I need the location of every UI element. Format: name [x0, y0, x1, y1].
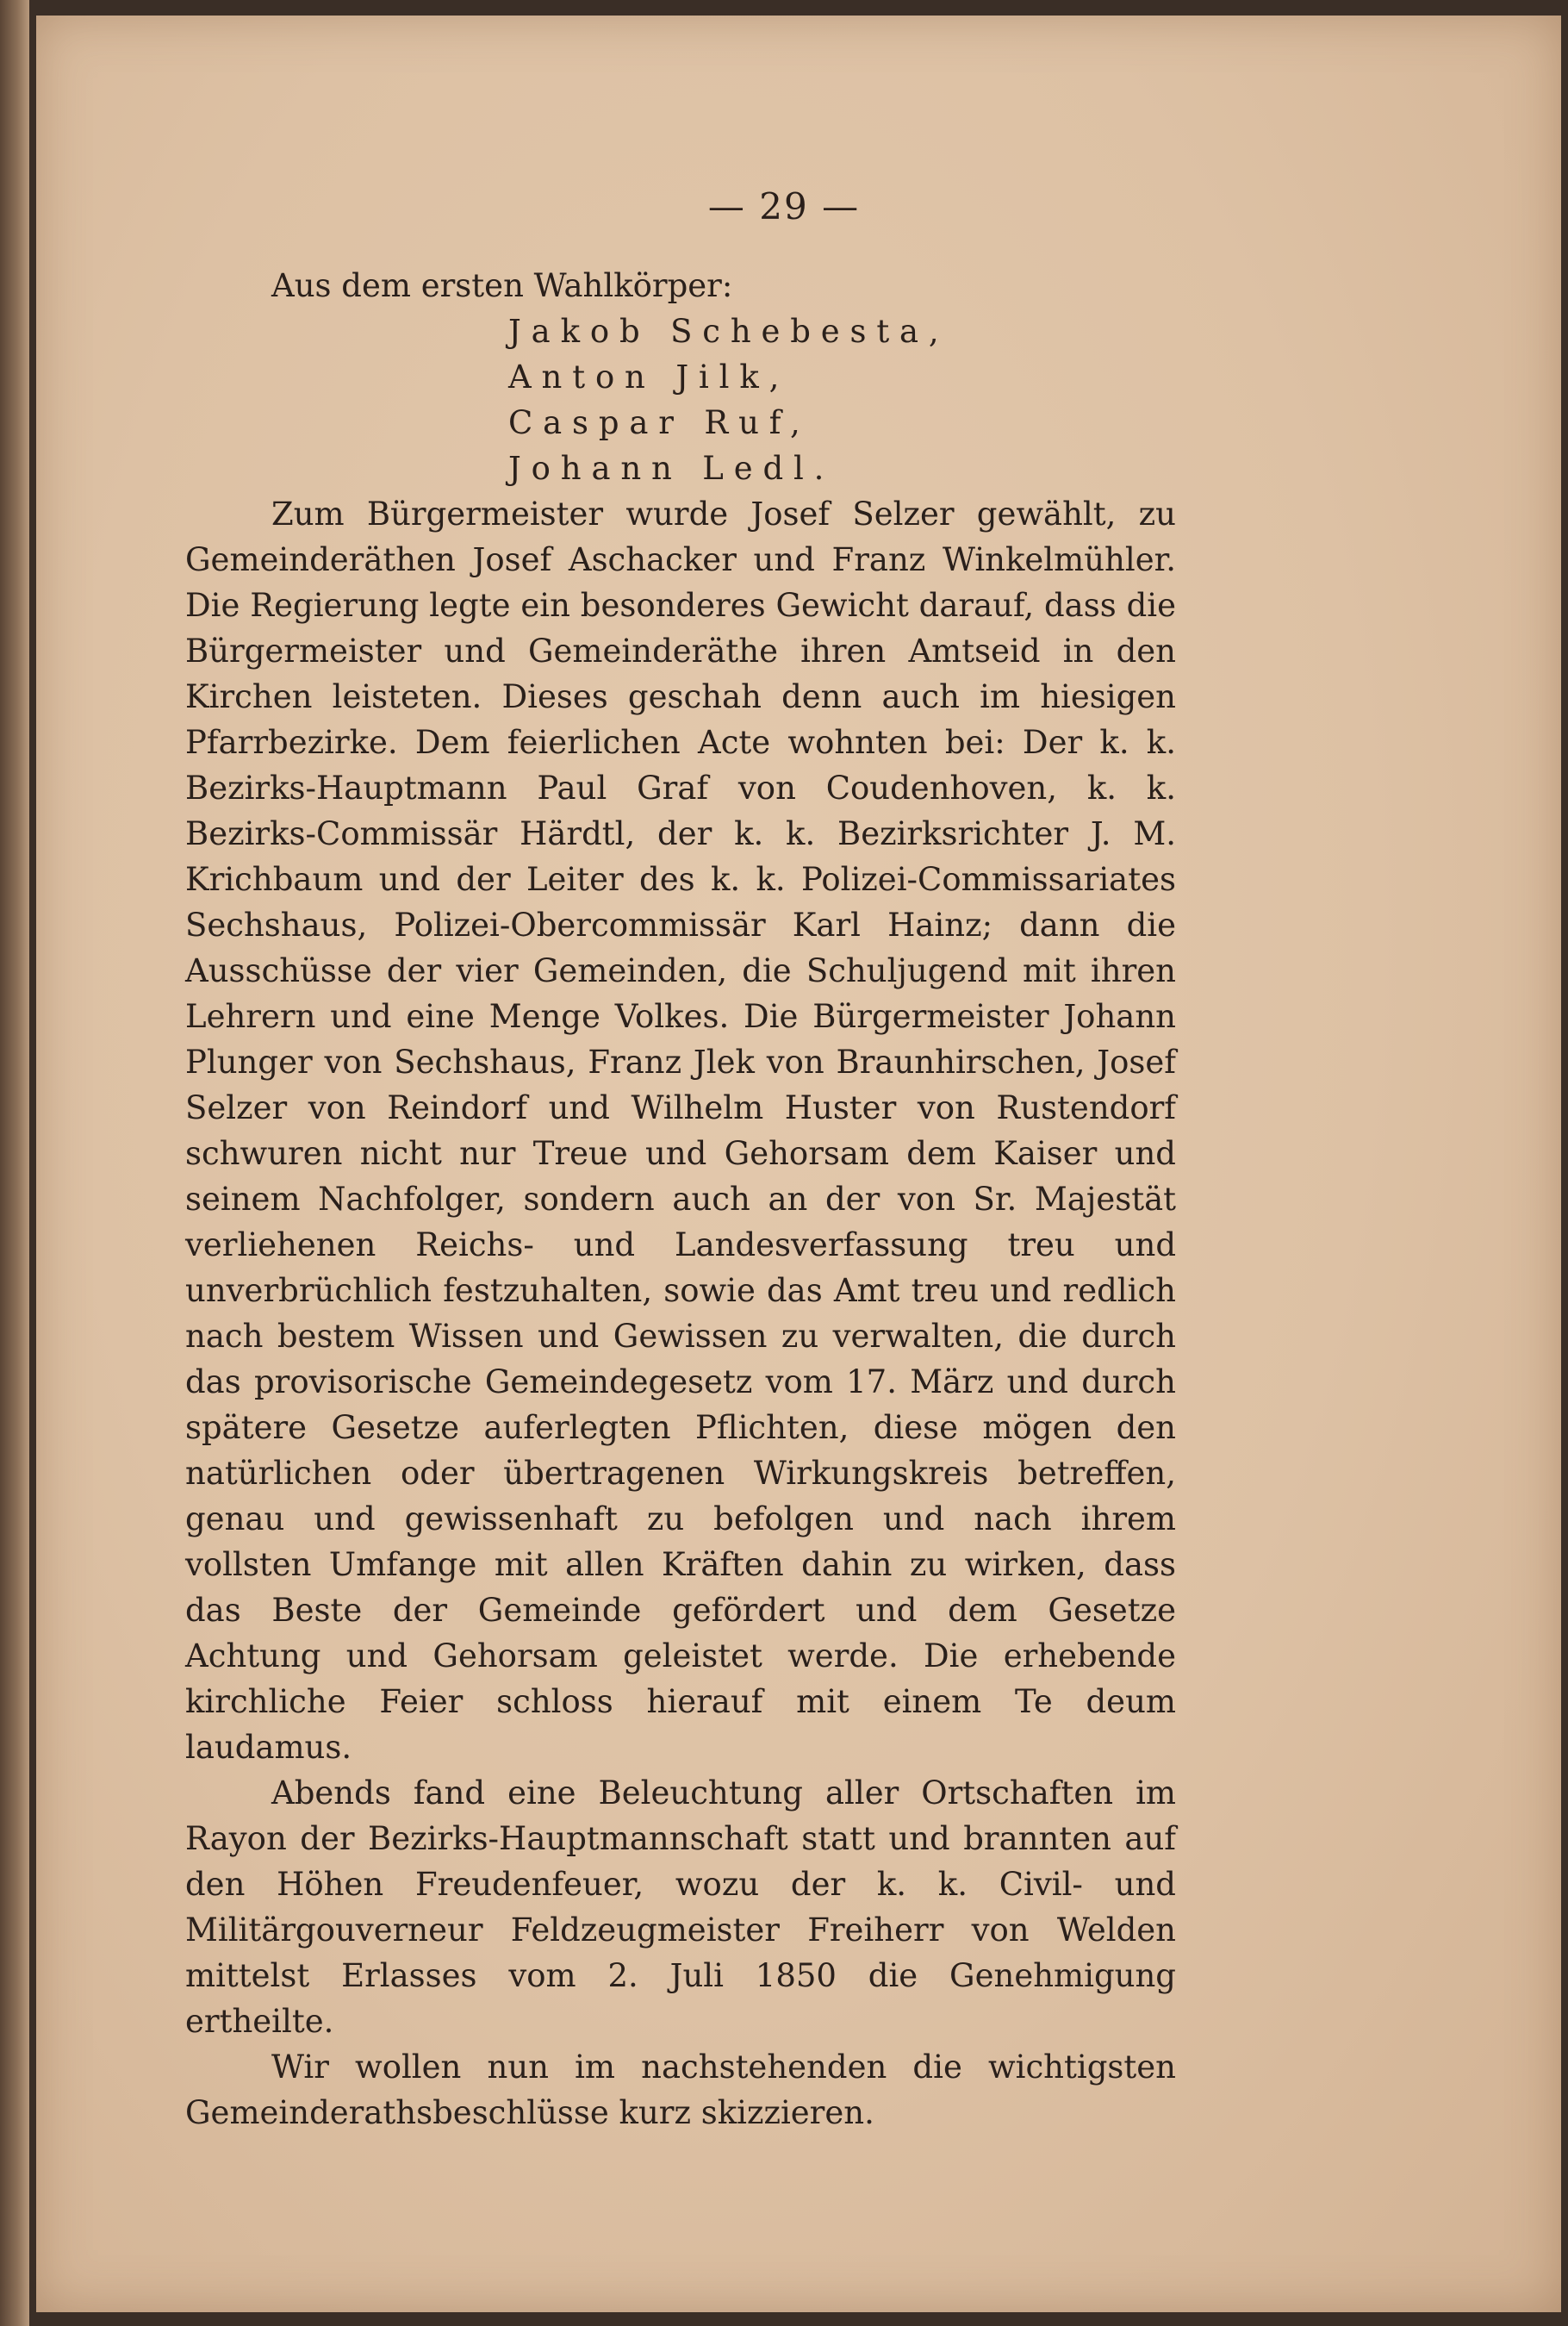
name-line: Jakob Schebesta,	[508, 313, 949, 350]
page-number: — 29 —	[707, 185, 861, 228]
name-line: Johann Ledl.	[508, 450, 835, 487]
name-line: Anton Jilk,	[508, 359, 790, 396]
paragraph: Zum Bürgermeister wurde Josef Selzer gewählt, zu Gemeinderäthen Josef Aschacker und Franz Winkelmühler. Die Regierung legte ein besonderes Gewicht darauf, dass die Bürgermeister und Gemeinderäthe ihren Amtseid in den Kirchen leisteten. Dieses geschah denn auch im hiesigen Pfarrbezirke. Dem feierlichen Acte wohnten bei: Der k. k. Bezirks-Hauptmann Paul Graf von Coudenhoven, k. k. Bezirks-Commissär Härdtl, der k. k. Bezirksrichter J. M. Krichbaum und der Leiter des k. k. Polizei-Commissariates Sechshaus, Polizei-Obercommissär Karl Hainz; dann die Ausschüsse der vier Gemeinden, die Schuljugend mit ihren Lehrern und eine Menge Volkes. Die Bürgermeister Johann Plunger von Sechshaus, Franz Jlek von Braunhirschen, Josef Selzer von Reindorf und Wilhelm Huster von Rustendorf schwuren nicht nur Treue und Gehorsam dem Kaiser und seinem Nachfolger, sondern auch an der von Sr. Majestät verliehenen Reichs- und Landesverfassung treu und unverbrüchlich festzuhalten, sowie das Amt treu und redlich nach bestem Wissen und Gewissen zu verwalten, die durch das provisorische Gemeindegesetz vom 17. März und durch spätere Gesetze auferlegten Pflichten, diese mögen den natürlichen oder übertragenen Wirkungskreis betreffen, genau und gewissenhaft zu befolgen und nach ihrem vollsten Umfange mit allen Kräften dahin zu wirken, dass das Beste der Gemeinde gefördert und dem Gesetze Achtung und Gehorsam geleistet werde. Die erhebende kirchliche Feier schloss hierauf mit einem Te deum laudamus.	[185, 496, 1176, 1766]
book-gutter	[0, 0, 29, 2326]
name-line: Caspar Ruf,	[508, 404, 811, 441]
paragraph: Wir wollen nun im nachstehenden die wichtigsten Gemeinderathsbeschlüsse kurz skizzieren.	[185, 2049, 1176, 2131]
section-heading: Aus dem ersten Wahlkörper:	[271, 267, 733, 304]
body-text	[185, 263, 1176, 2136]
paragraph: Abends fand eine Beleuchtung aller Ortschaften im Rayon der Bezirks-Hauptmannschaft statt und brannten auf den Höhen Freudenfeuer, wozu der k. k. Civil- und Militärgouverneur Feldzeugmeister Freiherr von Welden mittelst Erlasses vom 2. Juli 1850 die Genehmigung ertheilte.	[185, 1774, 1176, 2040]
